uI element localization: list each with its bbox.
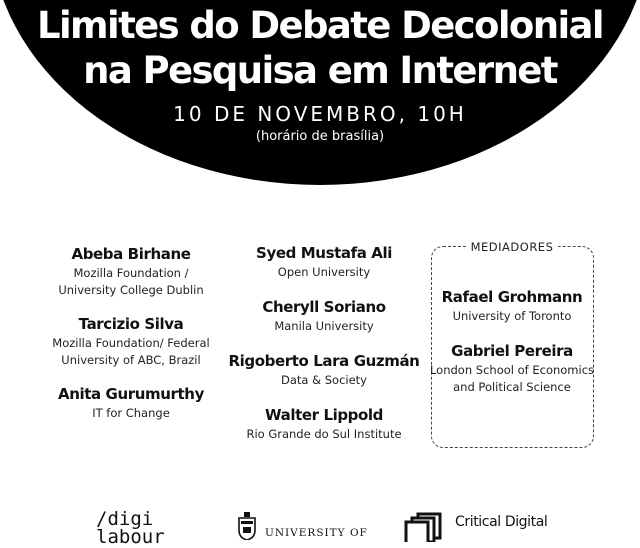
speaker-name: Abeba Birhane bbox=[71, 245, 191, 263]
mediators-label: MEDIADORES bbox=[466, 240, 558, 254]
speaker-affiliation: Rio Grande do Sul Institute bbox=[246, 427, 402, 441]
mediator-name: Rafael Grohmann bbox=[441, 288, 583, 306]
speaker-affiliation: Open University bbox=[277, 265, 371, 279]
speaker-affiliation: IT for Change bbox=[92, 406, 170, 420]
event-timezone: (horário de brasília) bbox=[255, 129, 385, 144]
mediator-rafael-grohmann bbox=[382, 287, 640, 325]
speaker-name: Rigoberto Lara Guzmán bbox=[228, 352, 420, 370]
speaker-affiliation: Manila University bbox=[274, 319, 374, 333]
mediator-affiliation: University of Toronto bbox=[452, 309, 572, 323]
digilabour-logo: /digi labour bbox=[96, 508, 165, 548]
cdmi-stacked-icon bbox=[404, 512, 444, 542]
speaker-affiliation: Data & Society bbox=[281, 373, 367, 387]
speaker-affiliation: Mozilla Foundation / University College Dublin bbox=[58, 266, 204, 297]
event-title-line-1: Limites do Debate Decolonial bbox=[36, 4, 604, 47]
speaker-name: Tarcizio Silva bbox=[78, 315, 184, 333]
mediator-name: Gabriel Pereira bbox=[451, 342, 573, 360]
speaker-name: Syed Mustafa Ali bbox=[256, 244, 392, 262]
speaker-name: Walter Lippold bbox=[265, 406, 383, 424]
speaker-affiliation: Mozilla Foundation/ Federal University of ABC, Brazil bbox=[52, 336, 210, 367]
speaker-syed-mustafa-ali bbox=[194, 243, 454, 281]
speaker-name: Anita Gurumurthy bbox=[58, 385, 204, 403]
university-of-toronto-logo: UNIVERSITY OF bbox=[238, 512, 368, 542]
event-title-line-2: na Pesquisa em Internet bbox=[83, 49, 557, 92]
university-crest-icon bbox=[238, 512, 256, 540]
event-date: 10 DE NOVEMBRO, 10H bbox=[173, 102, 467, 126]
speaker-name: Cheryll Soriano bbox=[262, 298, 386, 316]
mediator-gabriel-pereira bbox=[382, 341, 640, 396]
critical-digital-methods-logo: Critical Digital bbox=[404, 512, 574, 542]
speaker-walter-lippold bbox=[194, 405, 454, 443]
mediator-affiliation: London School of Economics and Political Science bbox=[429, 363, 595, 394]
